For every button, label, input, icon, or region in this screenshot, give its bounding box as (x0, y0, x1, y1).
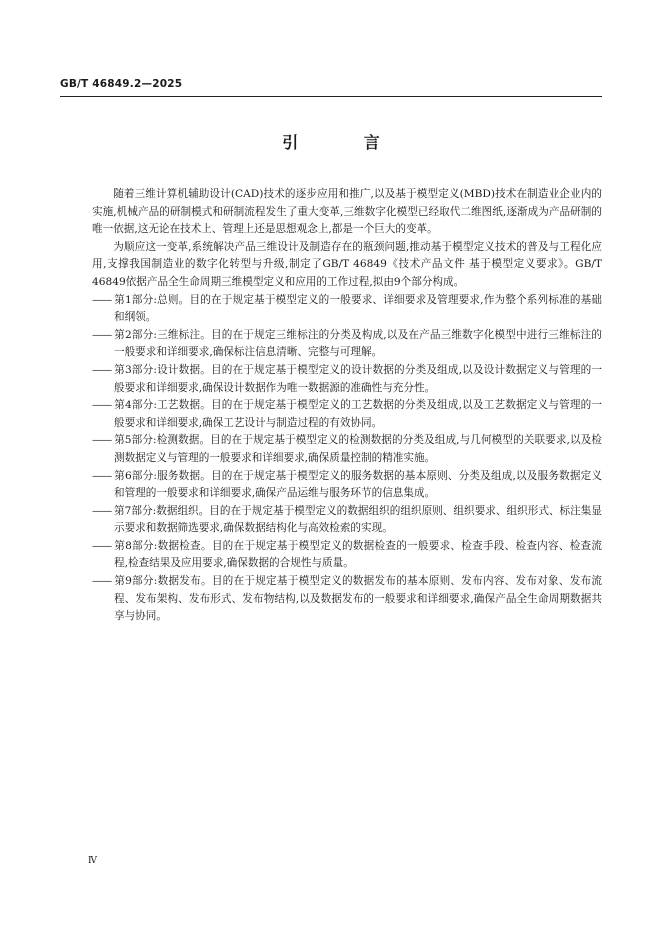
list-dash: —— (92, 399, 112, 412)
list-dash: —— (92, 434, 112, 447)
header-rule (60, 96, 602, 97)
section-title: 引 言 (282, 133, 410, 152)
list-item (92, 327, 602, 362)
list-item (92, 432, 602, 467)
list-item-text: 第2部分:三维标注。目的在于规定三维标注的分类及构成,以及在产品三维数字化模型中进行三维标注的一般要求和详细要求,确保标注信息清晰、完整与可理解。 (114, 328, 602, 359)
list-item-text: 第5部分:检测数据。目的在于规定基于模型定义的检测数据的分类及组成,与几何模型的关联要求,以及检测数据定义与管理的一般要求和详细要求,确保质量控制的精准实施。 (114, 434, 602, 464)
list-item (92, 362, 602, 397)
list-item (92, 468, 602, 503)
document-code: GB/T 46849.2—2025 (60, 78, 183, 90)
list-item (92, 503, 602, 538)
document-body (92, 186, 602, 626)
list-item-text: 第8部分:数据检查。目的在于规定基于模型定义的数据检查的一般要求、检查手段、检查内容、检查流程,检查结果及应用要求,确保数据的合规性与质量。 (114, 539, 602, 570)
list-item-text: 第1部分:总则。目的在于规定基于模型定义的一般要求、详细要求及管理要求,作为整个系列标准的基础和纲领。 (114, 293, 602, 324)
list-dash: —— (92, 293, 112, 306)
intro-paragraph-1: 随着三维计算机辅助设计(CAD)技术的逐步应用和推广,以及基于模型定义(MBD)技术在制造业企业内的实施,机械产品的研制模式和研制流程发生了重大变革,三维数字化模型已经取代二维图纸,逐渐成为产品研制的唯一依据,这无论在技术上、管理上还是思想观念上,都是一个巨大的变革。 (92, 188, 602, 236)
intro-paragraph-2: 为顺应这一变革,系统解决产品三维设计及制造存在的瓶颈问题,推动基于模型定义技术的普及与工程化应用,支撑我国制造业的数字化转型与升级,制定了GB/T 46849《技术产品文件 基于模型定义要求》。GB/T 46849依据产品全生命周期三维模型定义和应用的工作过程,拟由9个部分构成。 (92, 240, 602, 288)
page-number: Ⅳ (88, 856, 97, 866)
list-dash: —— (92, 539, 112, 552)
list-dash: —— (92, 328, 112, 341)
list-item (92, 397, 602, 432)
list-dash: —— (92, 469, 112, 482)
list-item-text: 第4部分:工艺数据。目的在于规定基于模型定义的工艺数据的分类及组成,以及工艺数据定义与管理的一般要求和详细要求,确保工艺设计与制造过程的有效协同。 (114, 399, 602, 429)
list-item (92, 573, 602, 626)
list-item-text: 第9部分:数据发布。目的在于规定基于模型定义的数据发布的基本原则、发布内容、发布对象、发布流程、发布架构、发布形式、发布物结构,以及数据发布的一般要求和详细要求,确保产品全生命周期数据共享与协同。 (114, 575, 602, 623)
list-item (92, 292, 602, 327)
list-dash: —— (92, 575, 112, 588)
list-item-text: 第6部分:服务数据。目的在于规定基于模型定义的服务数据的基本原则、分类及组成,以及服务数据定义和管理的一般要求和详细要求,确保产品运维与服务环节的信息集成。 (114, 469, 602, 500)
list-dash: —— (92, 363, 112, 376)
list-item-text: 第3部分:设计数据。目的在于规定基于模型定义的设计数据的分类及组成,以及设计数据定义与管理的一般要求和详细要求,确保设计数据作为唯一数据源的准确性与充分性。 (114, 363, 602, 394)
list-item (92, 538, 602, 573)
list-item-text: 第7部分:数据组织。目的在于规定基于模型定义的数据组织的组织原则、组织要求、组织形式、标注集显示要求和数据筛选要求,确保数据结构化与高效检索的实现。 (114, 504, 602, 535)
parts-list (92, 292, 602, 626)
list-dash: —— (92, 504, 112, 517)
